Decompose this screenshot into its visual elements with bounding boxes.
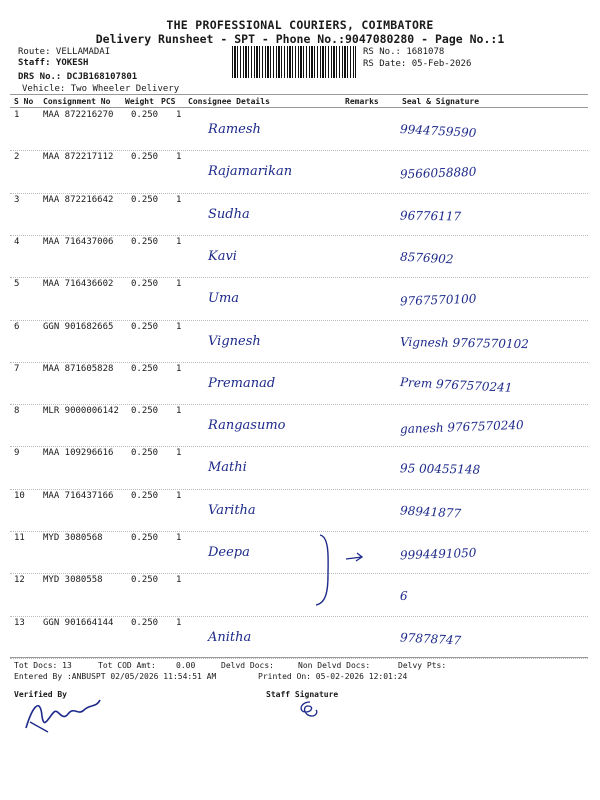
staff-label: Staff: YOKESH [18, 58, 89, 68]
row-seal-handwritten: ganesh 9767570240 [399, 417, 524, 437]
barcode [232, 46, 356, 78]
row-divider [10, 193, 588, 194]
row-divider [10, 573, 588, 574]
vehicle-label: Vehicle: Two Wheeler Delivery [22, 84, 180, 94]
staff-signature-label: Staff Signature [266, 690, 339, 699]
row-sno: 3 [14, 194, 20, 205]
row-consignee-handwritten: Deepa [208, 545, 250, 560]
header-rule-top [10, 94, 588, 95]
row-consignee-handwritten: Premanad [208, 375, 276, 391]
row-pcs: 1 [176, 617, 182, 628]
printed-on: Printed On: 05-02-2026 12:01:24 [258, 672, 408, 681]
row-weight: 0.250 [131, 363, 159, 374]
row-consignment-no: MYD 3080558 [43, 575, 103, 586]
row-seal-handwritten: 9994491050 [399, 545, 477, 563]
row-weight: 0.250 [131, 152, 159, 163]
row-consignment-no: MAA 871605828 [43, 363, 114, 374]
row-sno: 11 [14, 533, 25, 543]
col-remarks: Remarks [345, 97, 379, 106]
row-seal-handwritten: 98941877 [399, 503, 462, 521]
row-seal-handwritten: 9944759590 [399, 122, 477, 140]
col-sno: S No [14, 97, 34, 106]
row-sno: 7 [14, 363, 20, 374]
row-sno: 6 [14, 321, 20, 332]
row-pcs: 1 [176, 363, 182, 374]
col-weight: Weight [125, 97, 154, 106]
row-consignment-no: MAA 872216270 [43, 110, 114, 120]
runsheet-subtitle: Delivery Runsheet - SPT - Phone No.:9047080280 - Page No.:1 [95, 32, 505, 46]
bracket-arrow-mark [310, 531, 370, 611]
row-consignee-handwritten: Uma [208, 291, 240, 307]
row-consignee-handwritten: Varitha [208, 502, 256, 518]
row-pcs: 1 [176, 448, 182, 459]
row-pcs: 1 [176, 279, 182, 290]
drs-label: DRS No.: DCJB168107801 [18, 72, 138, 82]
row-pcs: 1 [176, 194, 182, 205]
row-pcs: 1 [176, 406, 182, 417]
row-consignee-handwritten: Vignesh [208, 333, 261, 349]
row-pcs: 1 [176, 575, 182, 586]
row-weight: 0.250 [131, 533, 159, 543]
row-consignment-no: MYD 3080568 [43, 533, 103, 543]
row-pcs: 1 [176, 152, 182, 163]
row-weight: 0.250 [131, 236, 159, 247]
row-divider [10, 489, 588, 490]
row-seal-handwritten: 6 [399, 589, 408, 604]
company-title: THE PROFESSIONAL COURIERS, COIMBATORE [166, 18, 434, 32]
row-divider [10, 235, 588, 236]
row-sno: 12 [14, 575, 25, 586]
row-pcs: 1 [176, 110, 182, 120]
row-divider [10, 320, 588, 321]
row-divider [10, 616, 588, 617]
row-consignee-handwritten: Anitha [208, 629, 252, 645]
row-sno: 5 [14, 279, 20, 290]
row-weight: 0.250 [131, 448, 159, 459]
row-sno: 4 [14, 236, 20, 247]
row-sno: 2 [14, 152, 20, 163]
row-sno: 1 [14, 110, 20, 120]
row-seal-handwritten: 97878747 [399, 630, 462, 648]
row-weight: 0.250 [131, 617, 159, 628]
row-consignment-no: MAA 872217112 [43, 152, 114, 163]
row-consignment-no: GGN 901682665 [43, 321, 114, 332]
delvy-pts: Delvy Pts: [398, 661, 447, 670]
row-pcs: 1 [176, 490, 182, 501]
row-pcs: 1 [176, 321, 182, 332]
row-seal-handwritten: 9566058880 [399, 164, 477, 182]
row-seal-handwritten: 96776117 [399, 208, 462, 224]
row-sno: 8 [14, 406, 20, 417]
tot-cod-value: 0.00 [176, 661, 196, 670]
col-seal: Seal & Signature [402, 97, 480, 106]
col-consignee: Consignee Details [188, 97, 270, 106]
row-seal-handwritten: 8576902 [399, 249, 454, 267]
row-weight: 0.250 [131, 279, 159, 290]
row-consignment-no: MAA 716437006 [43, 236, 114, 247]
row-divider [10, 658, 588, 659]
header-rule-bottom [10, 107, 588, 108]
row-divider [10, 531, 588, 532]
non-delvd-docs: Non Delvd Docs: [298, 661, 371, 670]
rs-date: RS Date: 05-Feb-2026 [363, 59, 472, 69]
col-consignment: Consignment No [43, 97, 111, 106]
row-weight: 0.250 [131, 194, 159, 205]
row-consignee-handwritten: Rajamarikan [208, 164, 293, 180]
row-consignment-no: GGN 901664144 [43, 617, 114, 628]
delvd-docs: Delvd Docs: [221, 661, 274, 670]
row-weight: 0.250 [131, 110, 159, 120]
row-seal-handwritten: Vignesh 9767570102 [399, 334, 529, 351]
row-sno: 13 [14, 617, 25, 628]
row-seal-handwritten: 9767570100 [399, 291, 477, 309]
route-label: Route: VELLAMADAI [18, 47, 111, 57]
row-weight: 0.250 [131, 406, 159, 417]
verified-by-label: Verified By [14, 690, 67, 699]
footer-rule [10, 657, 588, 658]
row-consignment-no: MAA 716436602 [43, 279, 114, 290]
col-pcs: PCS [161, 97, 176, 106]
row-seal-handwritten: 95 00455148 [399, 461, 481, 478]
tot-docs: Tot Docs: 13 [14, 661, 72, 670]
row-weight: 0.250 [131, 575, 159, 586]
row-consignee-handwritten: Mathi [208, 460, 247, 476]
row-consignment-no: MLR 9000006142 [43, 406, 119, 417]
row-consignment-no: MAA 109296616 [43, 448, 114, 459]
row-consignee-handwritten: Kavi [208, 248, 237, 264]
row-divider [10, 446, 588, 447]
entered-by: Entered By :ANBUSPT 02/05/2026 11:54:51 AM [14, 672, 217, 681]
row-sno: 9 [14, 448, 20, 459]
row-divider [10, 362, 588, 363]
rs-number: RS No.: 1681078 [363, 47, 445, 57]
verifier-signature [18, 688, 108, 736]
tot-cod-label: Tot COD Amt: [98, 661, 156, 670]
row-consignment-no: MAA 716437166 [43, 490, 114, 501]
row-divider [10, 150, 588, 151]
row-weight: 0.250 [131, 490, 159, 501]
row-consignee-handwritten: Ramesh [208, 122, 261, 137]
staff-signature [296, 698, 322, 720]
row-weight: 0.250 [131, 321, 159, 332]
row-divider [10, 277, 588, 278]
row-pcs: 1 [176, 533, 182, 543]
row-pcs: 1 [176, 236, 182, 247]
row-divider [10, 404, 588, 405]
row-consignment-no: MAA 872216642 [43, 194, 114, 205]
row-consignee-handwritten: Sudha [208, 206, 250, 222]
row-seal-handwritten: Prem 9767570241 [399, 374, 513, 395]
row-sno: 10 [14, 490, 25, 501]
row-consignee-handwritten: Rangasumo [208, 418, 286, 434]
